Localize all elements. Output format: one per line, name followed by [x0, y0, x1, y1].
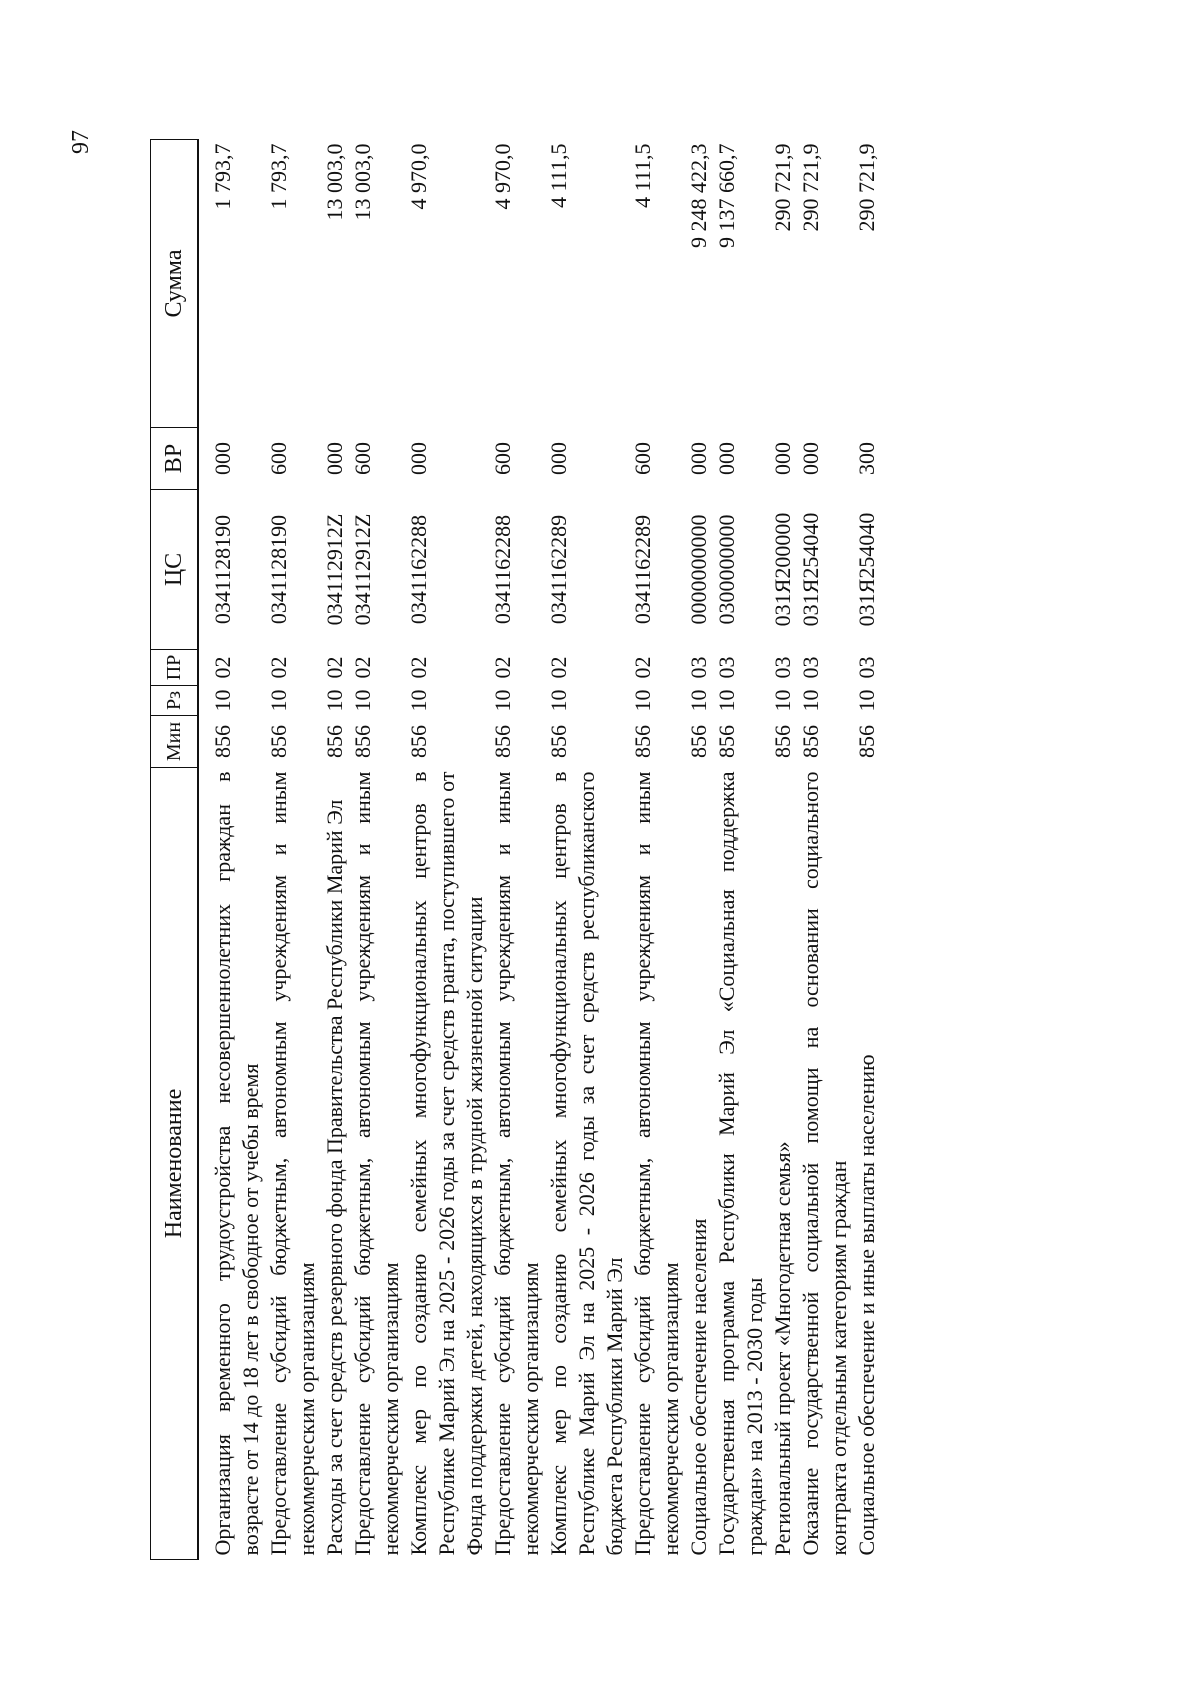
table-row: [769, 140, 797, 1560]
table-row: [349, 140, 405, 1560]
row-pr: 02: [490, 656, 515, 679]
row-sum: 4 970,0: [490, 143, 515, 210]
row-rz: 10: [490, 689, 515, 712]
row-vr: 000: [546, 442, 571, 475]
row-pr: 03: [798, 656, 823, 679]
table-row: [405, 140, 489, 1560]
row-pr: 02: [210, 656, 235, 679]
row-min: 856: [210, 725, 235, 758]
table-row: [685, 140, 713, 1560]
row-pr: 03: [770, 656, 795, 679]
row-pr: 02: [350, 656, 375, 679]
row-min: 856: [686, 725, 711, 758]
row-pr: 02: [406, 656, 431, 679]
row-rz: 10: [770, 689, 795, 712]
row-sum: 290 721,9: [798, 143, 823, 232]
row-name: Предоставление субсидий бюджетным, автономным учреждениям и иным некоммерческим организациям: [266, 771, 319, 1556]
header-rz: Рз: [151, 686, 199, 716]
row-min: 856: [266, 725, 291, 758]
row-min: 856: [798, 725, 823, 758]
row-sum: 9 248 422,3: [686, 143, 711, 248]
table-row: [198, 140, 265, 1560]
row-vr: 300: [854, 442, 879, 475]
row-sum: 1 793,7: [266, 143, 291, 210]
row-rz: 10: [266, 689, 291, 712]
row-cs: 0341128190: [266, 514, 291, 625]
row-vr: 000: [714, 442, 739, 475]
row-name: Предоставление субсидий бюджетным, автономным учреждениям и иным некоммерческим организациям: [630, 771, 683, 1556]
row-cs: 031Я254040: [798, 512, 823, 627]
row-rz: 10: [854, 689, 879, 712]
row-rz: 10: [210, 689, 235, 712]
row-min: 856: [546, 725, 571, 758]
row-name: Комплекс мер по созданию семейных многофункциональных центров в Республике Марий Эл на 2025 - 2026 годы за счет средств республиканского бюджета Республики Марий Эл: [546, 771, 627, 1556]
row-pr: 02: [266, 656, 291, 679]
row-min: 856: [854, 725, 879, 758]
row-vr: 000: [770, 442, 795, 475]
row-name: Комплекс мер по созданию семейных многофункциональных центров в Республике Марий Эл на 2025 - 2026 годы за счет средств гранта, поступившего от Фонда поддержки детей, находящихся в трудной жизненной ситуации: [406, 771, 487, 1556]
row-cs: 0341162289: [546, 514, 571, 625]
row-min: 856: [714, 725, 739, 758]
header-cs: ЦС: [151, 490, 199, 650]
row-name: Предоставление субсидий бюджетным, автономным учреждениям и иным некоммерческим организациям: [350, 771, 403, 1556]
row-rz: 10: [322, 689, 347, 712]
row-rz: 10: [630, 689, 655, 712]
row-vr: 000: [686, 442, 711, 475]
row-sum: 13 003,0: [350, 143, 375, 221]
row-cs: 0341128190: [210, 514, 235, 625]
row-name: Расходы за счет средств резервного фонда Правительства Республики Марий Эл: [322, 799, 347, 1556]
header-name: Наименование: [151, 768, 199, 1560]
row-vr: 000: [798, 442, 823, 475]
table-row: [545, 140, 629, 1560]
row-rz: 10: [714, 689, 739, 712]
row-vr: 600: [350, 442, 375, 475]
header-sum: Сумма: [151, 140, 199, 428]
row-rz: 10: [546, 689, 571, 712]
row-rz: 10: [406, 689, 431, 712]
table-body: [198, 140, 881, 1560]
table-row: [713, 140, 769, 1560]
row-min: 856: [770, 725, 795, 758]
table-row: [265, 140, 321, 1560]
row-name: Оказание государственной социальной помощи на основании социального контракта отдельным категориям граждан: [798, 771, 851, 1556]
row-pr: 02: [630, 656, 655, 679]
header-pr: ПР: [151, 650, 199, 686]
row-cs: 0341162289: [630, 514, 655, 625]
row-vr: 600: [630, 442, 655, 475]
row-vr: 600: [490, 442, 515, 475]
row-vr: 000: [210, 442, 235, 475]
row-sum: 4 970,0: [406, 143, 431, 210]
row-sum: 9 137 660,7: [714, 143, 739, 248]
row-name: Государственная программа Республики Марий Эл «Социальная поддержка граждан» на 2013 - 2030 годы: [714, 771, 767, 1556]
row-min: 856: [630, 725, 655, 758]
row-rz: 10: [686, 689, 711, 712]
row-name: Региональный проект «Многодетная семья»: [770, 1141, 795, 1556]
row-rz: 10: [798, 689, 823, 712]
row-cs: 034112912Z: [322, 513, 347, 626]
row-vr: 600: [266, 442, 291, 475]
row-pr: 02: [322, 656, 347, 679]
row-pr: 03: [686, 656, 711, 679]
table-row: [321, 140, 349, 1560]
page-number: 97: [68, 130, 94, 154]
budget-table: [150, 139, 881, 1560]
row-cs: 031Я200000: [770, 512, 795, 627]
row-sum: 4 111,5: [630, 143, 655, 208]
row-pr: 03: [854, 656, 879, 679]
row-cs: 0000000000: [686, 514, 711, 625]
row-cs: 031Я254040: [854, 512, 879, 627]
row-sum: 13 003,0: [322, 143, 347, 221]
row-min: 856: [406, 725, 431, 758]
row-pr: 03: [714, 656, 739, 679]
row-name: Социальное обеспечение и иные выплаты населению: [854, 1054, 879, 1556]
header-min: Мин: [151, 716, 199, 768]
row-sum: 290 721,9: [770, 143, 795, 232]
table-row: [797, 140, 853, 1560]
table-row: [489, 140, 545, 1560]
row-vr: 000: [406, 442, 431, 475]
row-name: Организация временного трудоустройства несовершеннолетних граждан в возрасте от 14 до 18 лет в свободное от учебы время: [210, 771, 263, 1556]
row-sum: 290 721,9: [854, 143, 879, 232]
row-cs: 034112912Z: [350, 513, 375, 626]
row-min: 856: [490, 725, 515, 758]
row-pr: 02: [546, 656, 571, 679]
row-name: Предоставление субсидий бюджетным, автономным учреждениям и иным некоммерческим организациям: [490, 771, 543, 1556]
table-row: [853, 140, 881, 1560]
rotated-page: [68, 130, 1030, 1560]
row-name: Социальное обеспечение населения: [686, 1218, 711, 1556]
row-min: 856: [350, 725, 375, 758]
header-vr: ВР: [151, 428, 199, 490]
table-row: [629, 140, 685, 1560]
row-sum: 1 793,7: [210, 143, 235, 210]
row-cs: 0300000000: [714, 514, 739, 625]
row-rz: 10: [350, 689, 375, 712]
table-header: [151, 140, 199, 1560]
row-sum: 4 111,5: [546, 143, 571, 208]
row-min: 856: [322, 725, 347, 758]
row-cs: 0341162288: [490, 514, 515, 625]
row-cs: 0341162288: [406, 514, 431, 625]
row-vr: 000: [322, 442, 347, 475]
